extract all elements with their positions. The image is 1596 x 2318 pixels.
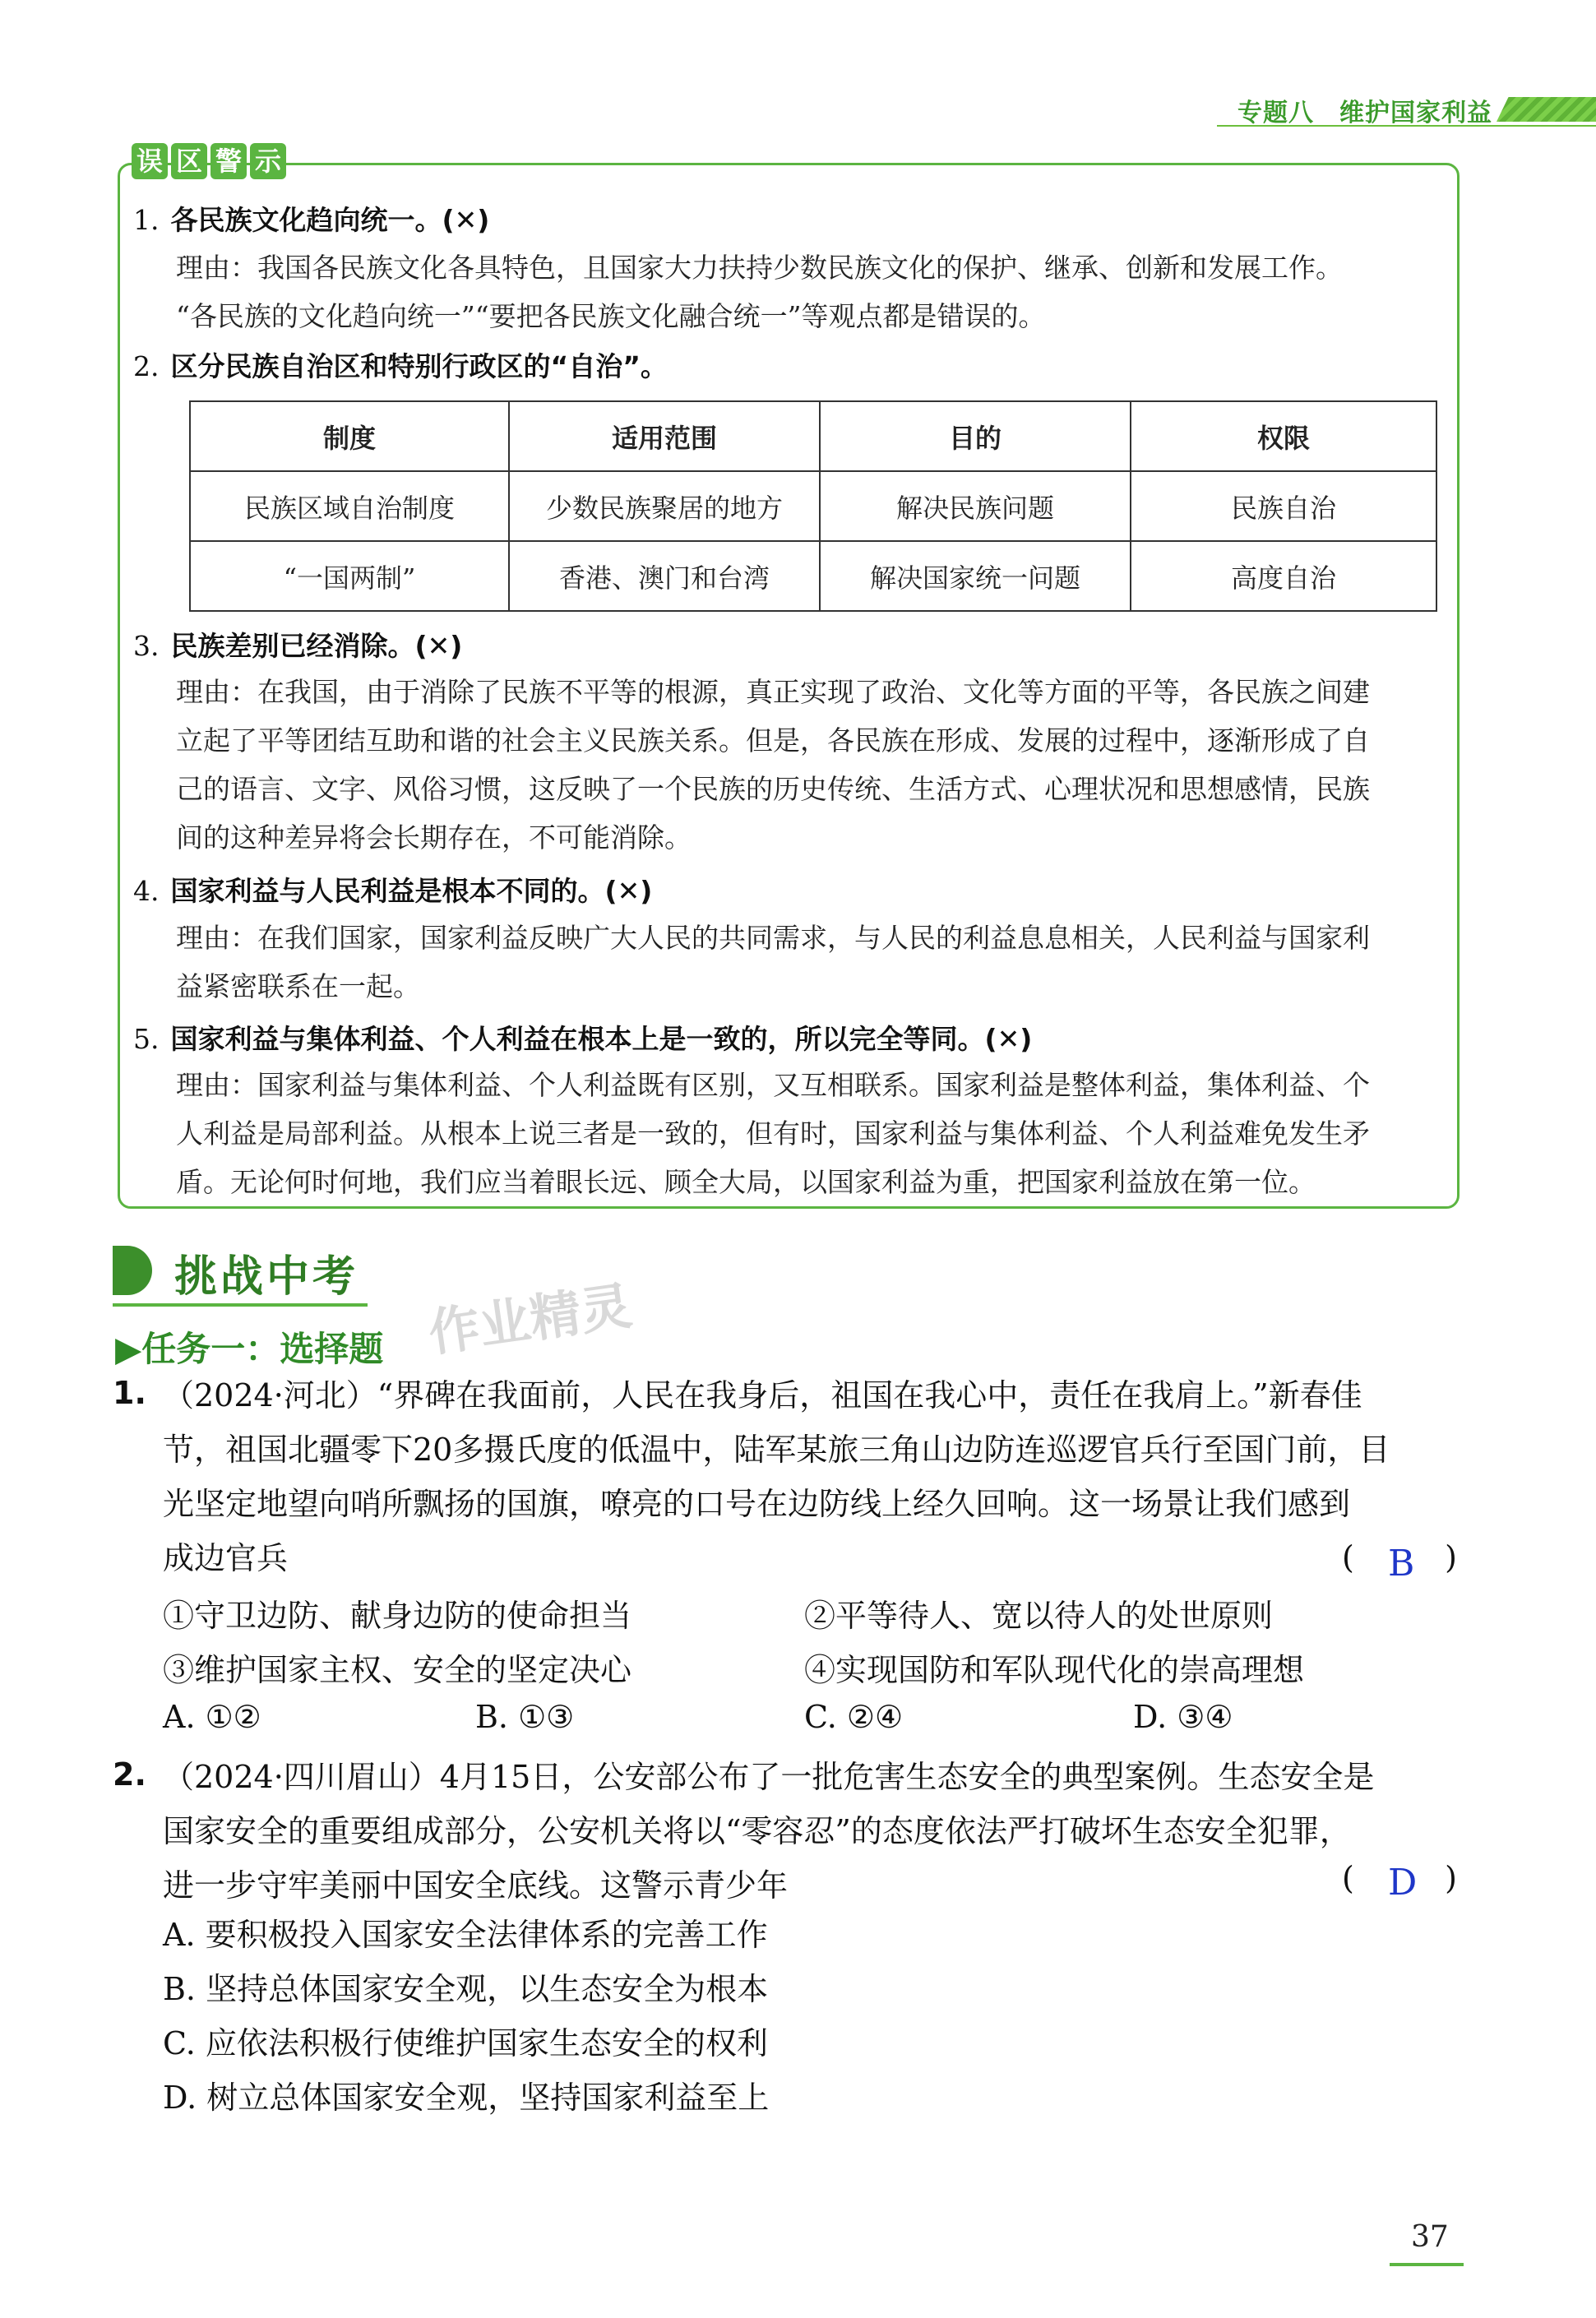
table-row: [190, 471, 1436, 541]
misconception-5-reason: 理由：国家利益与集体利益、个人利益既有区别，又互相联系。国家利益是整体利益，集体利益、个 人利益是局部利益。从根本上说三者是一致的，但有时，国家利益与集体利益、个人利益难免发生矛 盾。无论何时何地，我们应当着眼长远、顾全大局，以国家利益为重，把国家利益放在第一位。: [176, 1069, 1370, 1198]
tag-char: 误: [132, 143, 168, 179]
question-1-statement: ④实现国防和军队现代化的崇高理想: [804, 1652, 1305, 1688]
question-1-number: 1.: [113, 1375, 146, 1411]
question-1-answer: B: [1388, 1543, 1415, 1585]
table-cell: “一国两制”: [190, 541, 509, 611]
misconception-5-title: 5. 国家利益与集体利益、个人利益在根本上是一致的，所以完全等同。(✕): [133, 1023, 1033, 1055]
table-header: 目的: [820, 401, 1131, 471]
chapter-title: 专题八 维护国家利益: [1237, 99, 1492, 127]
question-2-option: C. 应依法积极行使维护国家生态安全的权利: [163, 2025, 768, 2061]
task-title: ▶任务一：选择题: [115, 1329, 384, 1369]
misconception-3-title: 3. 民族差别已经消除。(✕): [133, 630, 463, 662]
table-row: [190, 541, 1436, 611]
autonomy-comparison-table: [189, 400, 1437, 612]
question-2-answer: D: [1388, 1862, 1418, 1904]
table-cell: 高度自治: [1131, 541, 1436, 611]
question-1-text: （2024·河北）“界碑在我面前，人民在我身后，祖国在我心中，责任在我肩上。”新春佳 节，祖国北疆零下20多摄氏度的低温中，陆军某旅三角山边防连巡逻官兵行至国门前，目 光坚定地望向哨所飘扬的国旗，嘹亮的口号在边防线上经久回响。这一场景让我们感到 成边官兵: [163, 1377, 1390, 1576]
answer-bracket: ( ): [1342, 1860, 1457, 1896]
misconception-4-title: 4. 国家利益与人民利益是根本不同的。(✕): [133, 875, 653, 907]
table-cell: 民族自治: [1131, 471, 1436, 541]
misconception-2-title: 2. 区分民族自治区和特别行政区的“自治”。: [133, 350, 668, 382]
page-number: 37: [1411, 2220, 1449, 2254]
section-title: 挑战中考: [174, 1252, 359, 1302]
tag-char: 区: [171, 143, 207, 179]
header-decoration: [1497, 97, 1596, 122]
watermark-logo: 作业精灵: [424, 1275, 636, 1363]
table-cell: 少数民族聚居的地方: [509, 471, 820, 541]
question-1-statement: ②平等待人、宽以待人的处世原则: [804, 1598, 1274, 1634]
tag-char: 示: [250, 143, 286, 179]
question-1-option: D. ③④: [1133, 1699, 1233, 1735]
question-1-statement: ③维护国家主权、安全的坚定决心: [163, 1652, 632, 1688]
misconception-1-title: 1. 各民族文化趋向统一。(✕): [133, 204, 490, 236]
question-1-option: B. ①③: [475, 1699, 575, 1735]
misconception-3-reason: 理由：在我国，由于消除了民族不平等的根源，真正实现了政治、文化等方面的平等，各民族之间建 立起了平等团结互助和谐的社会主义民族关系。但是，各民族在形成、发展的过程中，逐渐形成了自 己的语言、文字、风俗习惯，这反映了一个民族的历史传统、生活方式、心理状况和思想感情，民族 间的这种差异将会长期存在，不可能消除。: [176, 676, 1370, 854]
table-header-row: [190, 401, 1436, 471]
question-2-number: 2.: [113, 1756, 146, 1793]
question-2-option: D. 树立总体国家安全观，坚持国家利益至上: [163, 2080, 770, 2116]
table-header: 适用范围: [509, 401, 820, 471]
section-icon: [113, 1246, 152, 1295]
question-2-text: （2024·四川眉山）4月15日，公安部公布了一批危害生态安全的典型案例。生态安全是 国家安全的重要组成部分，公安机关将以“零容忍”的态度依法严打破坏生态安全犯罪， 进一步守牢美丽中国安全底线。这警示青少年: [163, 1759, 1375, 1904]
section-underline: [113, 1303, 368, 1307]
table-header: 权限: [1131, 401, 1436, 471]
page-number-rule: [1390, 2263, 1464, 2266]
misconception-4-reason: 理由：在我们国家，国家利益反映广大人民的共同需求，与人民的利益息息相关，人民利益与国家利 益紧密联系在一起。: [176, 922, 1370, 1002]
question-1-option: C. ②④: [804, 1699, 904, 1735]
table-header: 制度: [190, 401, 509, 471]
question-1-statement: ①守卫边防、献身边防的使命担当: [163, 1598, 632, 1634]
table-cell: 解决民族问题: [820, 471, 1131, 541]
misconception-tag: [132, 140, 286, 183]
table-cell: 香港、澳门和台湾: [509, 541, 820, 611]
table-cell: 解决国家统一问题: [820, 541, 1131, 611]
table-cell: 民族区域自治制度: [190, 471, 509, 541]
answer-bracket: ( ): [1342, 1539, 1457, 1575]
question-1-option: A. ①②: [163, 1699, 261, 1735]
question-2-option: B. 坚持总体国家安全观，以生态安全为根本: [163, 1971, 769, 2007]
tag-char: 警: [210, 143, 247, 179]
question-2-option: A. 要积极投入国家安全法律体系的完善工作: [163, 1917, 768, 1953]
misconception-1-reason: 理由：我国各民族文化各具特色，且国家大力扶持少数民族文化的保护、继承、创新和发展工作。 “各民族的文化趋向统一”“要把各民族文化融合统一”等观点都是错误的。: [176, 252, 1343, 332]
